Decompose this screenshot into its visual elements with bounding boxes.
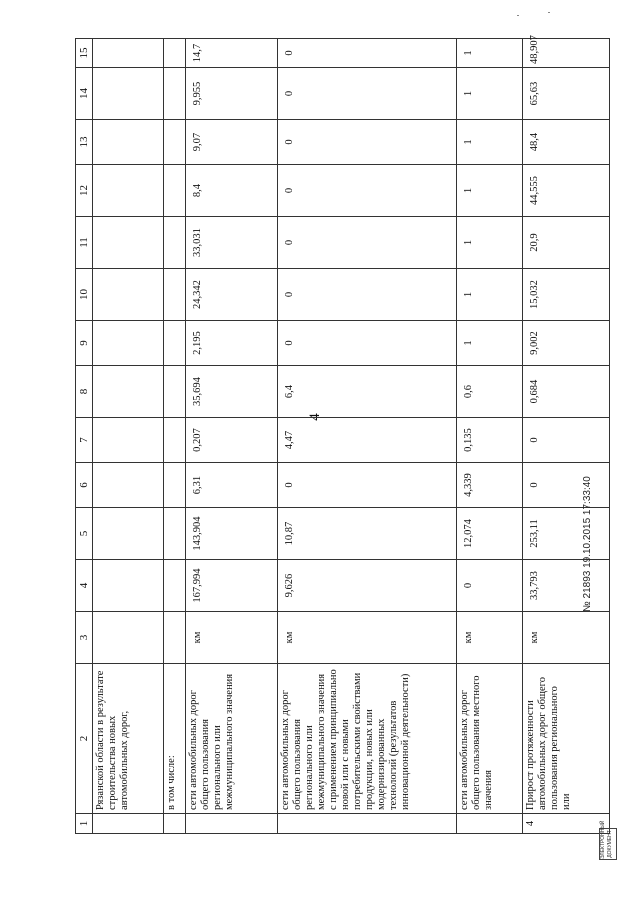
value-cell bbox=[164, 68, 185, 120]
registration-stamp-text: № 21893 19.10.2015 17:33:40 bbox=[582, 476, 593, 612]
column-header: 11 bbox=[76, 217, 93, 269]
value-cell bbox=[93, 217, 164, 269]
value-cell: 0 bbox=[523, 463, 610, 508]
value-cell: 0 bbox=[278, 165, 456, 217]
value-cell: 253,11 bbox=[523, 508, 610, 560]
data-table bbox=[75, 35, 610, 834]
column-header: 9 bbox=[76, 321, 93, 366]
header-row bbox=[76, 39, 93, 834]
value-cell bbox=[93, 269, 164, 321]
table-row bbox=[185, 39, 278, 834]
column-header: 2 bbox=[76, 664, 93, 814]
value-cell: 12,074 bbox=[456, 508, 523, 560]
value-cell bbox=[93, 463, 164, 508]
value-cell bbox=[164, 165, 185, 217]
unit-cell: км bbox=[456, 612, 523, 664]
value-cell: 65,63 bbox=[523, 68, 610, 120]
row-index-cell bbox=[278, 814, 456, 834]
value-cell bbox=[93, 39, 164, 68]
table-row bbox=[456, 39, 523, 834]
value-cell: 48,4 bbox=[523, 120, 610, 165]
column-header: 6 bbox=[76, 463, 93, 508]
column-header: 13 bbox=[76, 120, 93, 165]
unit-cell bbox=[164, 612, 185, 664]
value-cell: 0 bbox=[523, 418, 610, 463]
value-cell: 0 bbox=[278, 120, 456, 165]
table-row bbox=[278, 39, 456, 834]
table-body bbox=[93, 35, 610, 834]
value-cell: 24,342 bbox=[185, 269, 278, 321]
value-cell: 0 bbox=[278, 39, 456, 68]
column-header: 8 bbox=[76, 366, 93, 418]
column-header: 15 bbox=[76, 39, 93, 68]
row-name-cell: Рязанской области в результате строительства новых автомобильных дорог, bbox=[93, 664, 164, 814]
value-cell: 0,6 bbox=[456, 366, 523, 418]
value-cell bbox=[164, 508, 185, 560]
value-cell: 35,694 bbox=[185, 366, 278, 418]
value-cell bbox=[164, 321, 185, 366]
unit-cell: км bbox=[185, 612, 278, 664]
value-cell: 1 bbox=[456, 120, 523, 165]
value-cell bbox=[164, 120, 185, 165]
value-cell: 167,994 bbox=[185, 560, 278, 612]
value-cell: 0 bbox=[278, 269, 456, 321]
page-number: 4 bbox=[307, 413, 323, 421]
row-index-cell bbox=[164, 814, 185, 834]
value-cell: 20,9 bbox=[523, 217, 610, 269]
value-cell: 1 bbox=[456, 217, 523, 269]
value-cell bbox=[164, 269, 185, 321]
value-cell bbox=[93, 321, 164, 366]
row-name-cell: в том числе: bbox=[164, 664, 185, 814]
unit-cell: км bbox=[278, 612, 456, 664]
value-cell: 33,031 bbox=[185, 217, 278, 269]
value-cell: 8,4 bbox=[185, 165, 278, 217]
scan-speck bbox=[517, 15, 519, 16]
value-cell bbox=[164, 39, 185, 68]
row-name-cell: сети автомобильных дорог общего пользования регионального или межмуниципального значения bbox=[185, 664, 278, 814]
column-header: 10 bbox=[76, 269, 93, 321]
rotated-table-container bbox=[75, 35, 610, 834]
row-index-cell bbox=[456, 814, 523, 834]
value-cell: 9,626 bbox=[278, 560, 456, 612]
column-header: 14 bbox=[76, 68, 93, 120]
row-name-cell: Прирост протяженности автомобильных дорог общего пользования регионального или bbox=[523, 664, 610, 814]
value-cell bbox=[93, 366, 164, 418]
column-header: 12 bbox=[76, 165, 93, 217]
value-cell: 0,135 bbox=[456, 418, 523, 463]
value-cell: 9,07 bbox=[185, 120, 278, 165]
value-cell bbox=[93, 560, 164, 612]
table-row bbox=[523, 39, 610, 834]
column-header: 4 bbox=[76, 560, 93, 612]
row-index-cell: 4 bbox=[523, 814, 610, 834]
value-cell: 1 bbox=[456, 269, 523, 321]
e-document-logo: ЭЛЕКТРОННЫЙ ДОКУМЕНТ bbox=[599, 828, 617, 860]
value-cell bbox=[93, 418, 164, 463]
value-cell bbox=[164, 560, 185, 612]
row-index-cell bbox=[93, 814, 164, 834]
row-name-cell: сети автомобильных дорог общего пользования регионального или межмуниципального значения с применением принципиально новой или с новыми потребительскими свойствами продукции, новых или модернизированных технологий (результатов инновационной деятельности) bbox=[278, 664, 456, 814]
value-cell: 15,032 bbox=[523, 269, 610, 321]
value-cell bbox=[164, 366, 185, 418]
value-cell bbox=[164, 418, 185, 463]
value-cell: 0 bbox=[456, 560, 523, 612]
value-cell: 1 bbox=[456, 39, 523, 68]
row-index-cell bbox=[185, 814, 278, 834]
value-cell bbox=[93, 120, 164, 165]
table-row bbox=[93, 39, 164, 834]
value-cell: 4,47 bbox=[278, 418, 456, 463]
row-name-cell: сети автомобильных дорог общего пользования местного значения bbox=[456, 664, 523, 814]
value-cell: 14,7 bbox=[185, 39, 278, 68]
value-cell: 143,904 bbox=[185, 508, 278, 560]
table-row bbox=[164, 39, 185, 834]
value-cell: 0,684 bbox=[523, 366, 610, 418]
value-cell: 0,207 bbox=[185, 418, 278, 463]
value-cell: 0 bbox=[278, 463, 456, 508]
value-cell bbox=[164, 463, 185, 508]
value-cell: 9,955 bbox=[185, 68, 278, 120]
value-cell: 10,87 bbox=[278, 508, 456, 560]
value-cell bbox=[93, 165, 164, 217]
value-cell: 0 bbox=[278, 68, 456, 120]
value-cell: 1 bbox=[456, 165, 523, 217]
value-cell: 4,339 bbox=[456, 463, 523, 508]
unit-cell bbox=[93, 612, 164, 664]
scan-speck bbox=[548, 12, 550, 13]
value-cell bbox=[93, 68, 164, 120]
value-cell: 1 bbox=[456, 321, 523, 366]
value-cell: 48,907 bbox=[523, 39, 610, 68]
unit-cell: км bbox=[523, 612, 610, 664]
value-cell: 1 bbox=[456, 68, 523, 120]
column-header: 3 bbox=[76, 612, 93, 664]
value-cell bbox=[164, 217, 185, 269]
value-cell: 2,195 bbox=[185, 321, 278, 366]
value-cell: 0 bbox=[278, 217, 456, 269]
value-cell: 44,555 bbox=[523, 165, 610, 217]
table-header bbox=[76, 39, 93, 834]
value-cell: 9,002 bbox=[523, 321, 610, 366]
value-cell bbox=[93, 508, 164, 560]
value-cell: 6,31 bbox=[185, 463, 278, 508]
column-header: 5 bbox=[76, 508, 93, 560]
value-cell: 6,4 bbox=[278, 366, 456, 418]
column-header: 1 bbox=[76, 814, 93, 834]
value-cell: 0 bbox=[278, 321, 456, 366]
column-header: 7 bbox=[76, 418, 93, 463]
value-cell: 33,793 bbox=[523, 560, 610, 612]
